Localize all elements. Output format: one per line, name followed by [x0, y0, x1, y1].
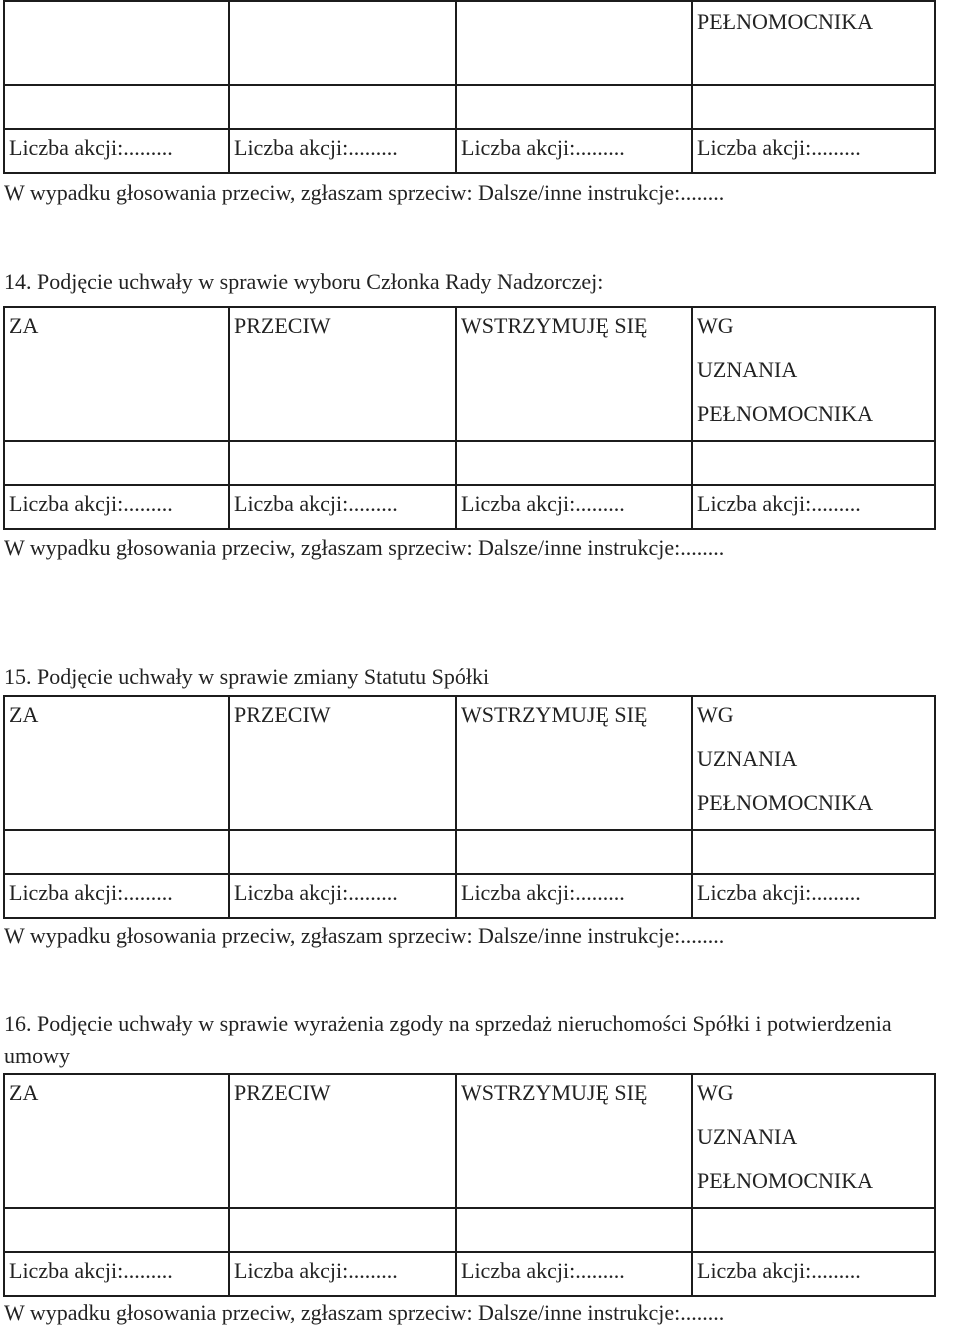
- wg-uznania-label-line2: UZNANIA: [697, 357, 798, 382]
- vote-cell-za[interactable]: [4, 1, 229, 85]
- instructions-line[interactable]: W wypadku głosowania przeciw, zgłaszam sprzeciw: Dalsze/inne instrukcje:........: [4, 535, 725, 560]
- vote-cell-wg-uznania[interactable]: [692, 1, 935, 85]
- share-count-label: Liczba akcji:.........: [234, 135, 398, 160]
- share-count-label: Liczba akcji:.........: [234, 491, 398, 516]
- vote-cell-wstrzymuje[interactable]: [456, 1074, 692, 1208]
- vote-option-label: ZA: [9, 313, 39, 338]
- share-count-field[interactable]: [4, 129, 229, 173]
- share-count-field[interactable]: [229, 129, 456, 173]
- share-count-field[interactable]: [456, 485, 692, 529]
- vote-cell-przeciw[interactable]: [229, 1, 456, 85]
- vote-cell-wg-uznania[interactable]: [692, 307, 935, 441]
- vote-cell-za[interactable]: [4, 307, 229, 441]
- wg-uznania-label-line3: PEŁNOMOCNIKA: [697, 9, 873, 34]
- vote-option-label: WSTRZYMUJĘ SIĘ: [461, 313, 648, 338]
- share-count-label: Liczba akcji:.........: [9, 135, 173, 160]
- vote-cell-za[interactable]: [4, 696, 229, 830]
- resolution-heading: 16. Podjęcie uchwały w sprawie wyrażenia zgody na sprzedaż nieruchomości Spółki i potwierdzenia umowy: [4, 1011, 892, 1068]
- wg-uznania-label-line1: WG: [697, 702, 734, 727]
- share-count-field[interactable]: [229, 1252, 456, 1296]
- wg-uznania-label-line2: UZNANIA: [697, 1124, 798, 1149]
- share-count-label: Liczba akcji:.........: [9, 1258, 173, 1283]
- wg-uznania-label-line3: PEŁNOMOCNIKA: [697, 1168, 873, 1193]
- vote-cell-przeciw[interactable]: [229, 696, 456, 830]
- instructions-line[interactable]: W wypadku głosowania przeciw, zgłaszam sprzeciw: Dalsze/inne instrukcje:........: [4, 180, 725, 205]
- share-count-field[interactable]: [692, 485, 935, 529]
- share-count-field[interactable]: [4, 1252, 229, 1296]
- vote-option-label: WSTRZYMUJĘ SIĘ: [461, 1080, 648, 1105]
- vote-cell-wg-uznania[interactable]: [692, 696, 935, 830]
- share-count-label: Liczba akcji:.........: [697, 491, 861, 516]
- share-count-label: Liczba akcji:.........: [9, 491, 173, 516]
- share-count-label: Liczba akcji:.........: [697, 135, 861, 160]
- vote-option-label: ZA: [9, 1080, 39, 1105]
- share-count-label: Liczba akcji:.........: [461, 491, 625, 516]
- share-count-field[interactable]: [456, 1252, 692, 1296]
- vote-cell-wstrzymuje[interactable]: [456, 1, 692, 85]
- share-count-label: Liczba akcji:.........: [234, 880, 398, 905]
- share-count-label: Liczba akcji:.........: [461, 1258, 625, 1283]
- wg-uznania-label-line1: WG: [697, 1080, 734, 1105]
- vote-option-label: PRZECIW: [234, 313, 331, 338]
- wg-uznania-label-line3: PEŁNOMOCNIKA: [697, 790, 873, 815]
- share-count-label: Liczba akcji:.........: [697, 880, 861, 905]
- share-count-field[interactable]: [4, 874, 229, 918]
- share-count-label: Liczba akcji:.........: [461, 135, 625, 160]
- share-count-field[interactable]: [456, 874, 692, 918]
- vote-table: [3, 695, 936, 919]
- share-count-label: Liczba akcji:.........: [9, 880, 173, 905]
- vote-option-label: PRZECIW: [234, 1080, 331, 1105]
- share-count-field[interactable]: [4, 485, 229, 529]
- vote-cell-wg-uznania[interactable]: [692, 1074, 935, 1208]
- vote-option-label: WSTRZYMUJĘ SIĘ: [461, 702, 648, 727]
- vote-cell-wstrzymuje[interactable]: [456, 696, 692, 830]
- vote-table: [3, 306, 936, 530]
- wg-uznania-label-line2: UZNANIA: [697, 746, 798, 771]
- instructions-line[interactable]: W wypadku głosowania przeciw, zgłaszam sprzeciw: Dalsze/inne instrukcje:........: [4, 923, 725, 948]
- vote-table: [3, 1073, 936, 1297]
- instructions-line[interactable]: W wypadku głosowania przeciw, zgłaszam sprzeciw: Dalsze/inne instrukcje:........: [4, 1300, 725, 1325]
- share-count-label: Liczba akcji:.........: [234, 1258, 398, 1283]
- share-count-label: Liczba akcji:.........: [697, 1258, 861, 1283]
- vote-cell-wstrzymuje[interactable]: [456, 307, 692, 441]
- share-count-field[interactable]: [456, 129, 692, 173]
- resolution-heading: 15. Podjęcie uchwały w sprawie zmiany Statutu Spółki: [4, 664, 490, 689]
- share-count-field[interactable]: [229, 485, 456, 529]
- wg-uznania-label-line3: PEŁNOMOCNIKA: [697, 401, 873, 426]
- vote-option-label: PRZECIW: [234, 702, 331, 727]
- vote-table-fragment: [3, 0, 936, 174]
- resolution-heading: 14. Podjęcie uchwały w sprawie wyboru Członka Rady Nadzorczej:: [4, 269, 604, 294]
- vote-cell-przeciw[interactable]: [229, 307, 456, 441]
- share-count-field[interactable]: [692, 874, 935, 918]
- vote-cell-przeciw[interactable]: [229, 1074, 456, 1208]
- vote-cell-za[interactable]: [4, 1074, 229, 1208]
- share-count-label: Liczba akcji:.........: [461, 880, 625, 905]
- wg-uznania-label-line1: WG: [697, 313, 734, 338]
- share-count-field[interactable]: [692, 129, 935, 173]
- share-count-field[interactable]: [229, 874, 456, 918]
- share-count-field[interactable]: [692, 1252, 935, 1296]
- vote-option-label: ZA: [9, 702, 39, 727]
